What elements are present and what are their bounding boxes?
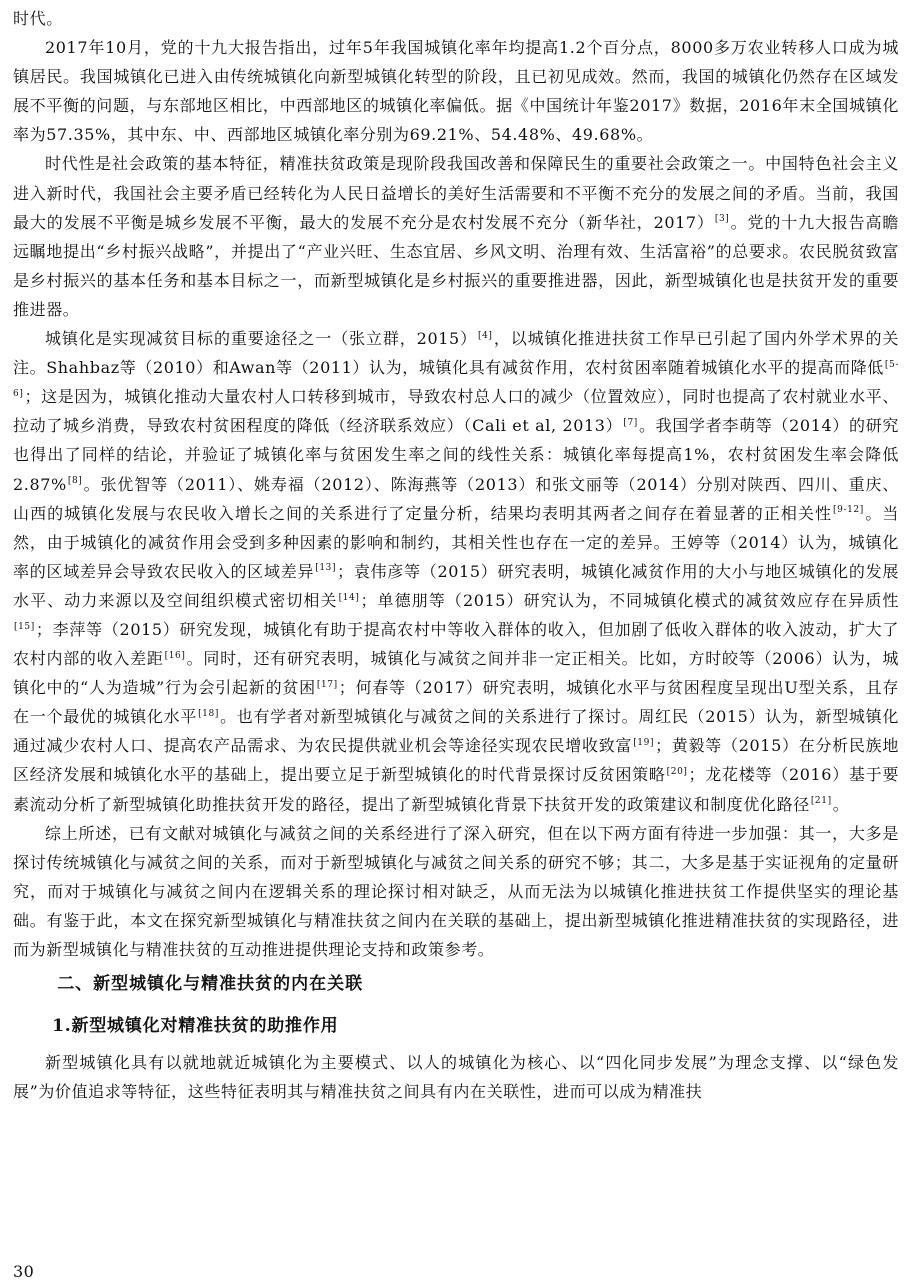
citation-mark: [9-12] bbox=[833, 505, 864, 516]
text-run: ；龙花楼等（2016）基于要素流动分析了新型城镇化助推扶贫开发的路径，提出了新型城镇化背景下扶贫开发的政策建议和制度优化路径 bbox=[13, 765, 899, 814]
citation-mark: [14] bbox=[338, 592, 360, 603]
section-heading: 二、新型城镇化与精准扶贫的内在关联 bbox=[57, 974, 364, 995]
text-run: 。当然，由于城镇化的减贫作用会受到多种因素的影响和制约，其相关性也存在一定的差异。王婷等（2014）认为，城镇化率的区域差异会导致农民收入的区域差异 bbox=[13, 503, 899, 581]
citation-mark: [4] bbox=[477, 330, 493, 341]
paragraph-policy-era bbox=[13, 149, 899, 324]
text-run: 。张优智等（2011）、姚寿福（2012）、陈海燕等（2013）和张文丽等（2014）分别对陕西、四川、重庆、山西的城镇化发展与农民收入增长之间的关系进行了定量分析，结果均表明其两者之间存在着显著的正相关性 bbox=[13, 474, 899, 523]
text-run: 。 bbox=[832, 794, 850, 814]
citation-mark: [20] bbox=[666, 767, 688, 778]
paragraph-new-urbanization: 新型城镇化具有以就地就近城镇化为主要模式、以人的城镇化为核心、以“四化同步发展”为理念支撑、以“绿色发展”为价值追求等特征，这些特征表明其与精准扶贫之间具有内在关联性，进而可以成为精准扶 bbox=[13, 1053, 899, 1102]
text-run: ；黄毅等（2015）在分析民族地区经济发展和城镇化水平的基础上，提出要立足于新型城镇化的时代背景探讨反贫困策略 bbox=[13, 736, 899, 785]
citation-mark: [18] bbox=[198, 708, 219, 719]
text-run: 。党的十九大报告高瞻远瞩地提出“乡村振兴战略”，并提出了“产业兴旺、生态宜居、乡风文明、治理有效、生活富裕”的总要求。农民脱贫致富是乡村振兴的基本任务和基本目标之一，而新型城镇化是乡村振兴的重要推进器，因此，新型城镇化也是扶贫开发的重要推进器。 bbox=[13, 212, 899, 319]
text-run: 。也有学者对新型城镇化与减贫之间的关系进行了探讨。周红民（2015）认为，新型城镇化通过减少农村人口、提高农产品需求、为农民提供就业机会等途径实现农民增收致富 bbox=[13, 707, 900, 756]
text-run: 时代性是社会政策的基本特征，精准扶贫政策是现阶段我国改善和保障民生的重要社会政策之一。中国特色社会主义进入新时代，我国社会主要矛盾已经转化为人民日益增长的美好生活需要和不平衡不充分的发展之间的矛盾。当前，我国最大的发展不平衡是城乡发展不平衡，最大的发展不充分是农村发展不充分（新华社，2017） bbox=[13, 154, 899, 232]
citation-mark: [8] bbox=[67, 476, 83, 487]
citation-mark: [21] bbox=[810, 796, 832, 807]
citation-mark: [5-6] bbox=[13, 359, 899, 399]
citation-mark: [7] bbox=[623, 417, 638, 428]
text-run: ，以城镇化推进扶贫工作早已引起了国内外学术界的关注。Shahbaz等（2010）和Awan等（2011）认为，城镇化具有减贫作用，农村贫困率随着城镇化水平的提高而降低 bbox=[13, 329, 900, 378]
subsection-heading: 1.新型城镇化对精准扶贫的助推作用 bbox=[52, 1016, 339, 1037]
citation-mark: [13] bbox=[315, 563, 337, 574]
paragraph-continuation: 时代。 bbox=[13, 9, 63, 28]
citation-mark: [16] bbox=[164, 650, 186, 661]
paragraph-literature-review bbox=[13, 324, 899, 819]
paragraph-urbanization-status: 2017年10月，党的十九大报告指出，过年5年我国城镇化率年均提高1.2个百分点，8000多万农业转移人口成为城镇居民。我国城镇化已进入由传统城镇化向新型城镇化转型的阶段，且已初见成效。然而，我国的城镇化仍然存在区域发展不平衡的问题，与东部地区相比，中西部地区的城镇化率偏低。据《中国统计年鉴2017》数据，2016年末全国城镇化率为57.35%，其中东、中、西部地区城镇化率分别为69.21%、54.48%、49.68%。 bbox=[13, 38, 899, 145]
text-run: ；这是因为，城镇化推动大量农村人口转移到城市，导致农村总人口的减少（位置效应），同时也提高了农村就业水平、拉动了城乡消费，导致农村贫困程度的降低（经济联系效应）（Cali et al, 2013） bbox=[13, 387, 899, 436]
text-run: ；单德朋等（2015）研究认为，不同城镇化模式的减贫效应存在异质性 bbox=[360, 590, 899, 610]
paragraph-summary: 综上所述，已有文献对城镇化与减贫之间的关系经进行了深入研究，但在以下两方面有待进一步加强：其一，大多是探讨传统城镇化与减贫之间的关系，而对于新型城镇化与减贫之间关系的研究不够；其二，大多是基于实证视角的定量研究，而对于城镇化与减贫之间内在逻辑关系的理论探讨相对缺乏，从而无法为以城镇化推进扶贫工作提供坚实的理论基础。有鉴于此，本文在探究新型城镇化与精准扶贫之间内在关联的基础上，提出新型城镇化推进精准扶贫的实现路径，进而为新型城镇化与精准扶贫的互动推进提供理论支持和政策参考。 bbox=[13, 823, 899, 959]
text-run: ；何春等（2017）研究表明，城镇化水平与贫困程度呈现出U型关系，且存在一个最优的城镇化水平 bbox=[13, 678, 899, 727]
citation-mark: [3] bbox=[714, 214, 730, 225]
page-number: 30 bbox=[13, 1262, 35, 1281]
citation-mark: [15] bbox=[14, 621, 35, 632]
citation-mark: [17] bbox=[316, 679, 338, 690]
article-body bbox=[13, 4, 899, 1106]
text-run: ；袁伟彦等（2015）研究表明，城镇化减贫作用的大小与地区城镇化的发展水平、动力来源以及空间组织模式密切相关 bbox=[13, 561, 899, 610]
citation-mark: [19] bbox=[633, 738, 655, 749]
text-run: 。我国学者李萌等（2014）的研究也得出了同样的结论，并验证了城镇化率与贫困发生率之间的线性关系：城镇化率每提高1%，农村贫困发生率会降低2.87% bbox=[13, 416, 899, 494]
text-run: 城镇化是实现减贫目标的重要途径之一（张立群，2015） bbox=[45, 329, 477, 349]
text-run: 。同时，还有研究表明，城镇化与减贫之间并非一定正相关。比如，方时皎等（2006）认为，城镇化中的“人为造城”行为会引起新的贫困 bbox=[13, 649, 899, 698]
text-run: ；李萍等（2015）研究发现，城镇化有助于提高农村中等收入群体的收入，但加剧了低收入群体的收入波动，扩大了农村内部的收入差距 bbox=[13, 619, 899, 669]
